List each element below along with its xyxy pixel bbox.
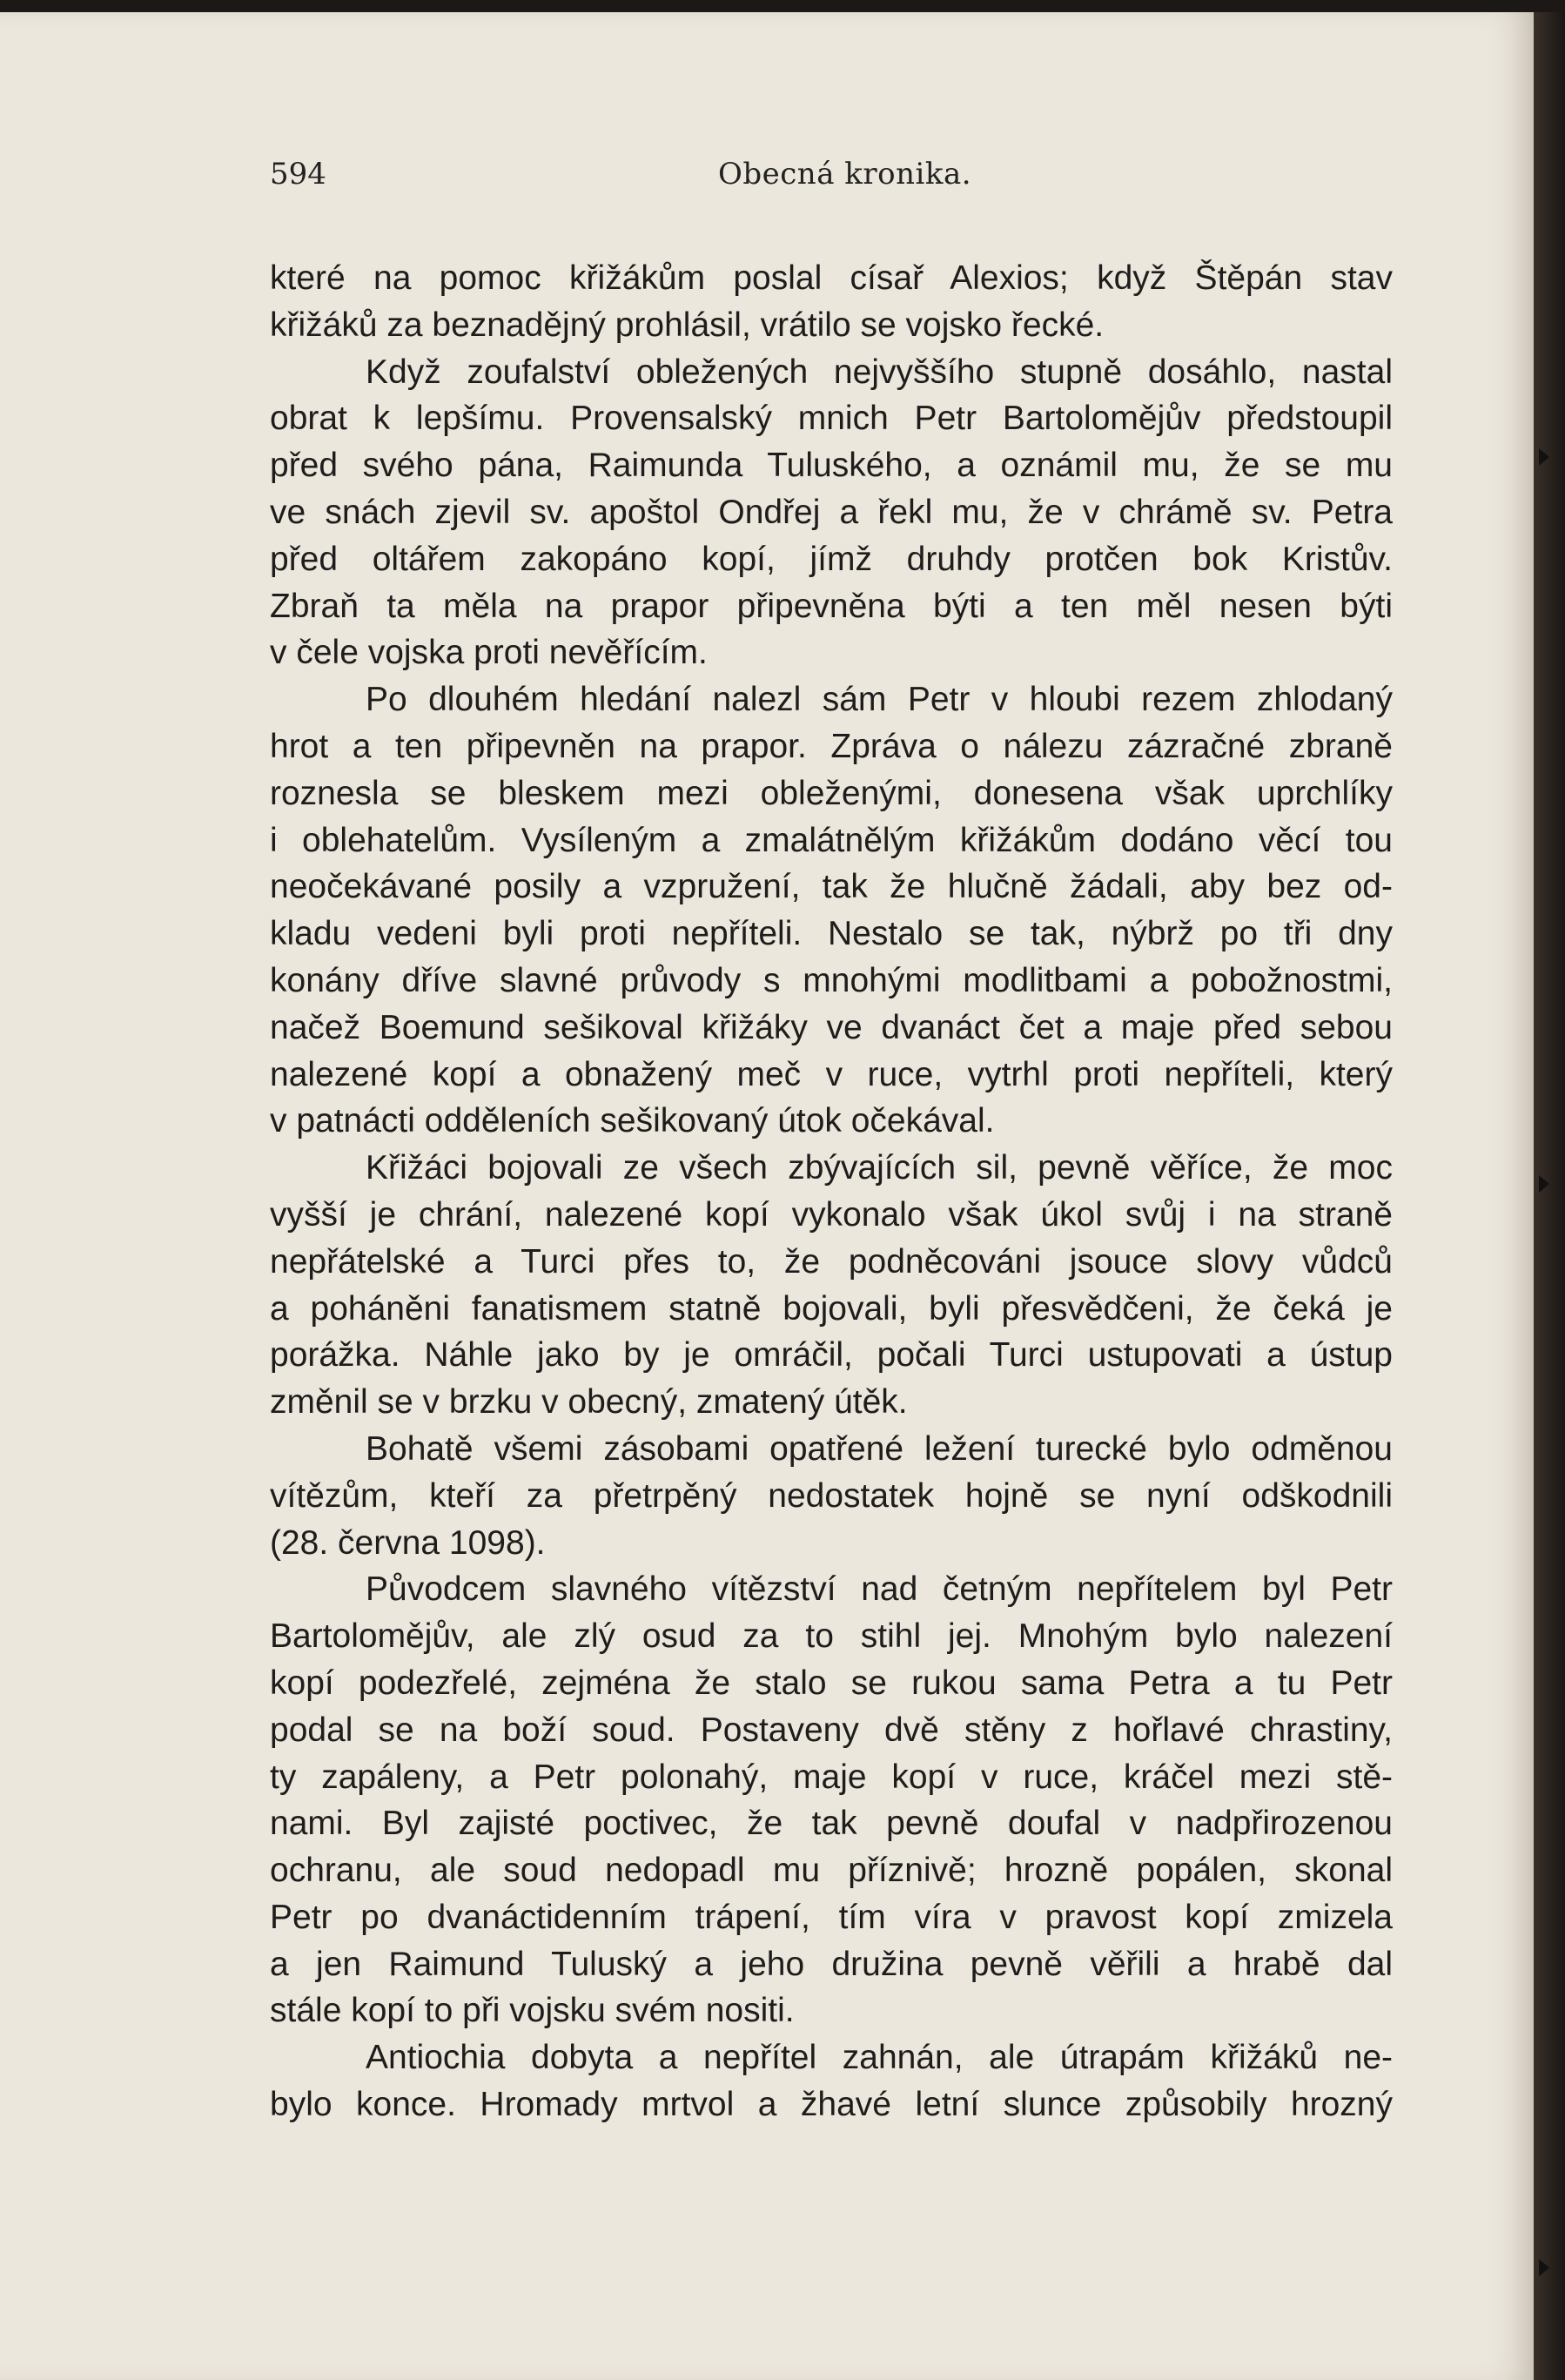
text-line: podal se na boží soud. Postaveny dvě stěny z hořlavé chrastiny,	[270, 1711, 1393, 1749]
page-number: 594	[270, 157, 326, 192]
text-line: neočekávané posily a vzpružení, tak že hlučně žádali, aby bez od-	[270, 868, 1393, 906]
page-edge-marker-icon	[1539, 2259, 1549, 2276]
text-line: kopí podezřelé, zejména že stalo se rukou sama Petra a tu Petr	[270, 1664, 1393, 1702]
text-line: a jen Raimund Tuluský a jeho družina pevně věřili a hrabě dal	[270, 1945, 1393, 1983]
text-line: porážka. Náhle jako by je omráčil, počali Turci ustupovati a ústup	[270, 1336, 1393, 1375]
text-line: (28. června 1098).	[270, 1523, 546, 1562]
text-line: konány dříve slavné průvody s mnohými modlitbami a pobožnostmi,	[270, 961, 1393, 999]
page-edge-marker-icon	[1539, 1175, 1549, 1193]
running-head: Obecná kronika.	[718, 157, 972, 192]
text-line: stále kopí to při vojsku svém nositi.	[270, 1992, 795, 2030]
paragraph	[270, 676, 1393, 1145]
text-line: Po dlouhém hledání nalezl sám Petr v hloubi rezem zhlodaný	[366, 681, 1393, 719]
page-header	[270, 157, 1401, 209]
paragraph	[270, 255, 1393, 349]
text-line: načež Boemund sešikoval křižáky ve dvanáct čet a maje před sebou	[270, 1008, 1393, 1046]
text-line: Zbraň ta měla na prapor připevněna býti a ten měl nesen býti	[270, 587, 1393, 625]
text-line: křižáků za beznadějný prohlásil, vrátilo se vojsko řecké.	[270, 306, 1105, 344]
text-line: obrat k lepšímu. Provensalský mnich Petr Bartolomějův předstoupil	[270, 400, 1393, 438]
text-line: i oblehatelům. Vysíleným a zmalátnělým křižákům dodáno věcí tou	[270, 821, 1393, 859]
paragraph	[270, 1145, 1393, 1426]
text-line: ty zapáleny, a Petr polonahý, maje kopí v ruce, kráčel mezi stě-	[270, 1758, 1393, 1796]
text-line: v čele vojska proti nevěřícím.	[270, 634, 708, 672]
text-line: ochranu, ale soud nedopadl mu příznivě; hrozně popálen, skonal	[270, 1852, 1393, 1890]
text-line: před oltářem zakopáno kopí, jímž druhdy protčen bok Kristův.	[270, 540, 1393, 578]
text-line: a poháněni fanatismem statně bojovali, byli přesvědčeni, že čeká je	[270, 1289, 1393, 1328]
text-line: Křižáci bojovali ze všech zbývajících sil, pevně věříce, že moc	[366, 1149, 1393, 1187]
text-line: roznesla se bleskem mezi obleženými, donesena však uprchlíky	[270, 774, 1393, 812]
text-line: Petr po dvanáctidenním trápení, tím víra v pravost kopí zmizela	[270, 1898, 1393, 1936]
text-line: ve snách zjevil sv. apoštol Ondřej a řekl mu, že v chrámě sv. Petra	[270, 493, 1393, 531]
text-line: Antiochia dobyta a nepřítel zahnán, ale útrapám křižáků ne-	[366, 2039, 1393, 2077]
text-line: Bartolomějův, ale zlý osud za to stihl jej. Mnohým bylo nalezení	[270, 1617, 1393, 1656]
page-edge-marker-icon	[1539, 448, 1549, 466]
text-line: Když zoufalství obležených nejvyššího stupně dosáhlo, nastal	[366, 353, 1393, 391]
text-line: před svého pána, Raimunda Tuluského, a oznámil mu, že se mu	[270, 447, 1393, 485]
text-line: nepřátelské a Turci přes to, že podněcováni jsouce slovy vůdců	[270, 1242, 1393, 1281]
text-line: vítězům, kteří za přetrpěný nedostatek hojně se nyní odškodnili	[270, 1476, 1393, 1515]
text-line: vyšší je chrání, nalezené kopí vykonalo však úkol svůj i na straně	[270, 1195, 1393, 1234]
paragraph	[270, 349, 1393, 677]
paragraph	[270, 2034, 1393, 2128]
text-line: bylo konce. Hromady mrtvol a žhavé letní slunce způsobily hrozný	[270, 2086, 1393, 2124]
text-line: nalezené kopí a obnažený meč v ruce, vytrhl proti nepříteli, který	[270, 1055, 1393, 1093]
text-line: Původcem slavného vítězství nad četným nepřítelem byl Petr	[366, 1570, 1393, 1609]
text-line: Bohatě všemi zásobami opatřené ležení turecké bylo odměnou	[366, 1429, 1393, 1468]
text-line: v patnácti odděleních sešikovaný útok očekával.	[270, 1102, 995, 1140]
text-line: které na pomoc křižákům poslal císař Alexios; když Štěpán stav	[270, 259, 1393, 297]
paragraph	[270, 1426, 1393, 1566]
text-line: nami. Byl zajisté poctivec, že tak pevně doufal v nadpřirozenou	[270, 1805, 1393, 1843]
text-line: kladu vedeni byli proti nepříteli. Nestalo se tak, nýbrž po tři dny	[270, 915, 1393, 953]
body-text	[270, 255, 1393, 2128]
page-edge-shadow	[1534, 12, 1565, 2380]
paragraph	[270, 1566, 1393, 2034]
text-line: hrot a ten připevněn na prapor. Zpráva o nálezu zázračné zbraně	[270, 727, 1393, 765]
text-line: změnil se v brzku v obecný, zmatený útěk.	[270, 1383, 908, 1422]
